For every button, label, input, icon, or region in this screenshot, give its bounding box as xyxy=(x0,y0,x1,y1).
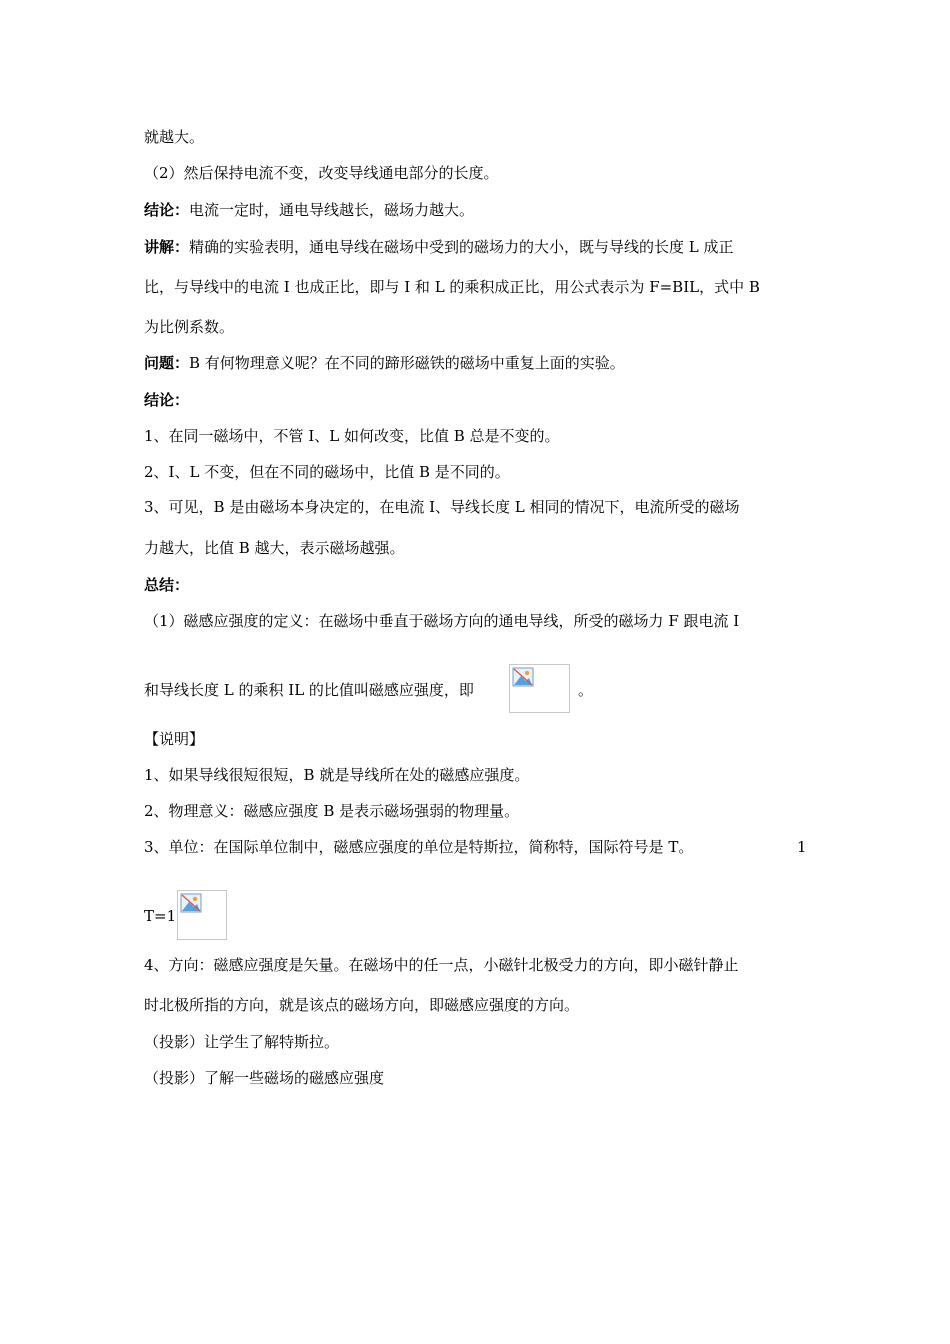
text-content: 电流一定时，通电导线越长，磁场力越大。 xyxy=(189,201,475,219)
text-line: 3、单位：在国际单位制中，磁感应强度的单位是特斯拉，简称特，国际符号是 T。 xyxy=(144,838,694,856)
text-line: （1）磁感应强度的定义：在磁场中垂直于磁场方向的通电导线，所受的磁场力 F 跟电流 I xyxy=(144,612,740,630)
text-line: 时北极所指的方向，就是该点的磁场方向，即磁感应强度的方向。 xyxy=(144,996,580,1014)
text-line xyxy=(144,390,808,410)
text-line xyxy=(144,353,808,373)
text-line: 比，与导线中的电流 I 也成正比，即与 I 和 L 的乘积成正比，用公式表示为 F=BIL，式中 B xyxy=(144,278,760,296)
text-line: 1、在同一磁场中，不管 I、L 如何改变，比值 B 总是不变的。 xyxy=(144,427,560,445)
text-line: 3、可见，B 是由磁场本身决定的，在电流 I、导线长度 L 相同的情况下，电流所受的磁场 xyxy=(144,498,740,516)
text-line: 。 xyxy=(578,681,594,699)
text-content: 精确的实验表明，通电导线在磁场中受到的磁场力的大小，既与导线的长度 L 成正 xyxy=(189,238,734,256)
text-line: 1、如果导线很短很短，B 就是导线所在处的磁感应强度。 xyxy=(144,766,530,784)
text-line: T=1 xyxy=(144,907,177,925)
text-line: （2）然后保持电流不变，改变导线通电部分的长度。 xyxy=(144,164,499,182)
label-conclusion: 结论： xyxy=(144,391,190,409)
text-line: 【说明】 xyxy=(144,730,205,748)
label-conclusion: 结论： xyxy=(144,201,190,219)
label-summary: 总结： xyxy=(144,576,190,594)
broken-image-icon xyxy=(512,667,534,687)
text-line: （投影）让学生了解特斯拉。 xyxy=(144,1033,340,1051)
text-line: 和导线长度 L 的乘积 IL 的比值叫磁感应强度，即 xyxy=(144,681,474,699)
text-line: 2、I、L 不变，但在不同的磁场中，比值 B 是不同的。 xyxy=(144,463,510,481)
label-explanation: 讲解： xyxy=(144,238,190,256)
text-line: 1 xyxy=(797,838,807,856)
text-line xyxy=(144,575,808,595)
text-line: 力越大，比值 B 越大，表示磁场越强。 xyxy=(144,539,405,557)
unit-formula-image-placeholder xyxy=(177,890,227,940)
text-line: 就越大。 xyxy=(144,128,205,146)
formula-image-placeholder xyxy=(509,664,570,713)
text-line: 4、方向：磁感应强度是矢量。在磁场中的任一点，小磁针北极受力的方向，即小磁针静止 xyxy=(144,956,739,974)
text-line: 2、物理意义：磁感应强度 B 是表示磁场强弱的物理量。 xyxy=(144,802,520,820)
text-line xyxy=(144,200,808,220)
text-content: B 有何物理意义呢？在不同的蹄形磁铁的磁场中重复上面的实验。 xyxy=(189,354,625,372)
text-line xyxy=(144,237,808,257)
text-line: 为比例系数。 xyxy=(144,318,235,336)
broken-image-icon xyxy=(180,893,202,913)
label-question: 问题： xyxy=(144,354,190,372)
text-line: （投影）了解一些磁场的磁感应强度 xyxy=(144,1069,385,1087)
